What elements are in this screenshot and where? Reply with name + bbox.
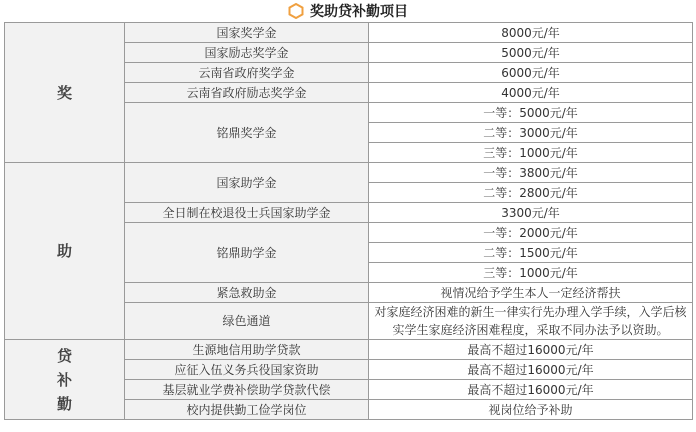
item-name: 应征入伍义务兵役国家资助 [125, 360, 369, 380]
item-amount: 三等：1000元/年 [369, 263, 693, 283]
item-name: 铭鼎奖学金 [125, 103, 369, 163]
item-amount: 三等：1000元/年 [369, 143, 693, 163]
category-char-dai: 贷 [56, 346, 72, 365]
item-amount: 对家庭经济困难的新生一律实行先办理入学手续，入学后核实学生家庭经济困难程度，采取不同办法予以资助。 [369, 303, 693, 340]
item-name: 国家励志奖学金 [125, 43, 369, 63]
item-amount: 最高不超过16000元/年 [369, 360, 693, 380]
item-amount: 5000元/年 [369, 43, 693, 63]
item-amount: 二等：3000元/年 [369, 123, 693, 143]
item-name: 云南省政府奖学金 [125, 63, 369, 83]
page-header [0, 0, 696, 22]
category-jiang: 奖 [5, 23, 125, 163]
item-amount: 二等：1500元/年 [369, 243, 693, 263]
page-title: 奖助贷补勤项目 [310, 4, 408, 20]
item-amount: 视岗位给予补助 [369, 400, 693, 420]
item-name: 基层就业学费补偿助学贷款代偿 [125, 380, 369, 400]
item-amount: 8000元/年 [369, 23, 693, 43]
table-row [5, 340, 693, 360]
item-name: 云南省政府励志奖学金 [125, 83, 369, 103]
item-amount: 最高不超过16000元/年 [369, 380, 693, 400]
category-dai-bu-qin [5, 340, 125, 420]
item-name: 绿色通道 [125, 303, 369, 340]
item-amount: 视情况给予学生本人一定经济帮扶 [369, 283, 693, 303]
item-amount: 一等：2000元/年 [369, 223, 693, 243]
item-amount: 最高不超过16000元/年 [369, 340, 693, 360]
table-row [5, 163, 693, 183]
category-char-qin: 勤 [56, 394, 72, 413]
category-zhu: 助 [5, 163, 125, 340]
item-amount: 6000元/年 [369, 63, 693, 83]
funding-table [4, 22, 693, 420]
category-char-bu: 补 [56, 370, 72, 389]
item-name: 铭鼎助学金 [125, 223, 369, 283]
item-name: 生源地信用助学贷款 [125, 340, 369, 360]
item-name: 校内提供勤工俭学岗位 [125, 400, 369, 420]
item-name: 国家助学金 [125, 163, 369, 203]
item-amount: 二等：2800元/年 [369, 183, 693, 203]
item-name: 国家奖学金 [125, 23, 369, 43]
table-row [5, 23, 693, 43]
item-amount: 4000元/年 [369, 83, 693, 103]
item-name: 紧急救助金 [125, 283, 369, 303]
item-amount: 一等：5000元/年 [369, 103, 693, 123]
hexagon-icon [288, 3, 304, 19]
item-name: 全日制在校退役士兵国家助学金 [125, 203, 369, 223]
item-amount: 一等：3800元/年 [369, 163, 693, 183]
item-amount: 3300元/年 [369, 203, 693, 223]
